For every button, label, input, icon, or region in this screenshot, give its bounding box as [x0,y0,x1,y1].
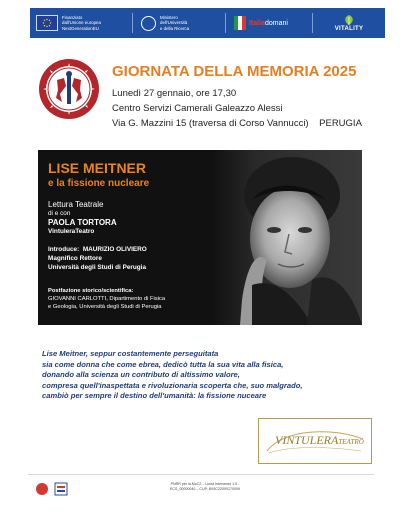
event-date: Lunedì 27 gennaio, ore 17,30 [112,88,237,99]
italia-logo-white: domani [264,19,288,27]
description-line: Lise Meitner, seppur costantemente perseguitata [42,349,219,358]
event-address: Via G. Mazzini 15 (traversa di Corso Vannucci) PERUGIA [112,118,362,129]
postfazione-text-2: e Geologia, Università degli Studi di Perugia [48,304,162,310]
theatre-name-main: VINTULERA [275,433,339,447]
university-small-logo-icon [36,483,48,495]
intro-line [48,246,147,254]
eu-flag-icon [36,15,58,31]
vitality-logo-text: VITALITY [334,26,364,32]
event-poster [38,150,362,325]
vintulera-teatro-logo [258,418,372,464]
postfazione-text-1: GIOVANNI CARLOTTI, Dipartimento di Fisica [48,296,166,302]
event-description [42,349,372,402]
funding-logo-bar [30,8,385,38]
italia-domani-logo [226,8,312,38]
italia-logo-red: Italia [249,19,265,27]
event-title: GIORNATA DELLA MEMORIA 2025 [112,63,357,80]
footer-divider [28,474,374,475]
vitality-logo [313,8,385,38]
poster-title: LISE MEITNER [48,160,147,176]
description-line: cambiò per sempre il destino dell'umanità: la fissione nuceare [42,391,267,401]
university-seal-icon [38,58,100,120]
footer-funding-text: PNRR per la MoC2 – Linea Intervento 1.5 - ECS_00000040 – CUP: B93C22000170009 [170,482,240,491]
eu-logo-text: Finanziato dall'Unione europea NextGenerationEU [62,15,101,31]
mur-emblem-icon [141,16,156,31]
intro-label: Introduce: [48,246,80,253]
description-line: sia come donna che come ebrea, dedicò tutta la sua vita alla fisica, [42,359,284,369]
intro-org: Università degli Studi di Perugia [48,264,147,271]
poster-subtitle: e la fissione nucleare [48,178,150,189]
by-line: di e con [48,210,71,217]
partner-small-logo-icon [54,482,68,496]
theatre-name-small: TEATRO [338,438,364,446]
reading-label: Lettura Teatrale [48,200,104,209]
description-line: donando alla scienza un contributo di altissimo valore, [42,370,240,380]
performer-name: PAOLA TORTORA [48,218,117,227]
vitality-leaf-icon [342,14,356,26]
company-name: VintuleraTeatro [48,228,95,235]
description-line: compresa quell'inaspettata e rivoluzionaria scoperta che, suo malgrado, [42,380,303,390]
italy-flag-icon [234,16,246,30]
event-venue: Centro Servizi Camerali Galeazzo Alessi [112,103,283,114]
lise-meitner-portrait [212,150,362,325]
intro-name: MAURIZIO OLIVIERO [82,246,147,253]
postfazione-label: Postfazione storico/scientifica: [48,288,134,294]
eu-logo [30,8,132,38]
mur-logo [133,8,225,38]
intro-role: Magnifico Rettore [48,255,102,262]
mur-logo-text: Ministero dell'Università e della Ricerca [160,15,190,31]
